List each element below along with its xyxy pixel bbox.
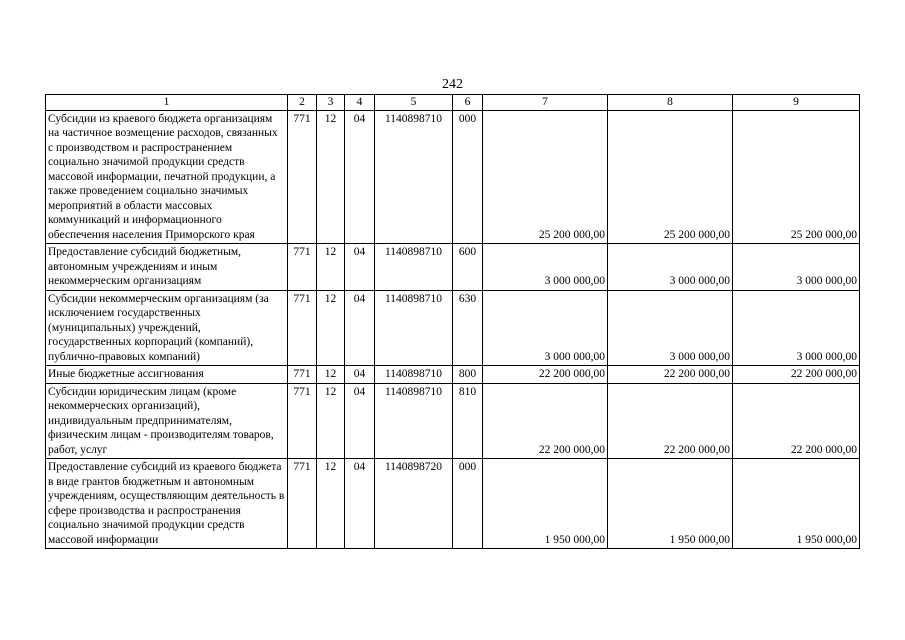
amount-col9: 3 000 000,00: [733, 290, 860, 366]
ministry-code: 771: [288, 366, 317, 384]
amount-col7: 1 950 000,00: [483, 459, 608, 549]
column-header: 6: [453, 95, 483, 111]
column-header: 1: [46, 95, 288, 111]
column-header: 8: [608, 95, 733, 111]
row-name: Иные бюджетные ассигнования: [46, 366, 288, 384]
amount-col8: 22 200 000,00: [608, 366, 733, 384]
subsection-code: 04: [345, 459, 375, 549]
subsection-code: 04: [345, 290, 375, 366]
target-article-code: 1140898710: [375, 110, 453, 244]
column-header: 5: [375, 95, 453, 111]
table-row: [46, 110, 860, 244]
column-header: 2: [288, 95, 317, 111]
subsection-code: 04: [345, 110, 375, 244]
column-header: 9: [733, 95, 860, 111]
table-row: [46, 383, 860, 459]
section-code: 12: [317, 290, 345, 366]
amount-col9: 25 200 000,00: [733, 110, 860, 244]
subsection-code: 04: [345, 244, 375, 291]
amount-col7: 25 200 000,00: [483, 110, 608, 244]
column-header: 3: [317, 95, 345, 111]
ministry-code: 771: [288, 290, 317, 366]
section-code: 12: [317, 244, 345, 291]
amount-col8: 25 200 000,00: [608, 110, 733, 244]
amount-col9: 22 200 000,00: [733, 383, 860, 459]
ministry-code: 771: [288, 383, 317, 459]
target-article-code: 1140898710: [375, 383, 453, 459]
amount-col7: 22 200 000,00: [483, 366, 608, 384]
target-article-code: 1140898720: [375, 459, 453, 549]
expense-type-code: 600: [453, 244, 483, 291]
row-name: Предоставление субсидий из краевого бюджета в виде грантов бюджетным и автономным учреждениям, осуществляющим деятельность в сфере производства и распространения социально значимой продукции средств массовой информации: [46, 459, 288, 549]
row-name: Субсидии некоммерческим организациям (за исключением государственных (муниципальных) учреждений, государственных корпораций (компаний), публично-правовых компаний): [46, 290, 288, 366]
section-code: 12: [317, 459, 345, 549]
amount-col8: 3 000 000,00: [608, 244, 733, 291]
row-name: Предоставление субсидий бюджетным, автономным учреждениям и иным некоммерческим организациям: [46, 244, 288, 291]
expense-type-code: 000: [453, 459, 483, 549]
row-name: Субсидии из краевого бюджета организациям на частичное возмещение расходов, связанных с производством и распространением социально значимой продукции средств массовой информации, печатной продукции, а также проведением социально значимых мероприятий в области массовых коммуникаций и информационного обеспечения населения Приморского края: [46, 110, 288, 244]
table-row: [46, 366, 860, 384]
amount-col7: 3 000 000,00: [483, 244, 608, 291]
column-header: 4: [345, 95, 375, 111]
page-number: 242: [442, 77, 463, 92]
subsection-code: 04: [345, 383, 375, 459]
amount-col9: 22 200 000,00: [733, 366, 860, 384]
expense-type-code: 000: [453, 110, 483, 244]
target-article-code: 1140898710: [375, 366, 453, 384]
amount-col7: 3 000 000,00: [483, 290, 608, 366]
row-name: Субсидии юридическим лицам (кроме некоммерческих организаций), индивидуальным предпринимателям, физическим лицам - производителям товаров, работ, услуг: [46, 383, 288, 459]
amount-col8: 1 950 000,00: [608, 459, 733, 549]
amount-col7: 22 200 000,00: [483, 383, 608, 459]
expense-type-code: 630: [453, 290, 483, 366]
section-code: 12: [317, 110, 345, 244]
subsection-code: 04: [345, 366, 375, 384]
section-code: 12: [317, 366, 345, 384]
amount-col8: 22 200 000,00: [608, 383, 733, 459]
table-row: [46, 290, 860, 366]
section-code: 12: [317, 383, 345, 459]
ministry-code: 771: [288, 244, 317, 291]
target-article-code: 1140898710: [375, 290, 453, 366]
expense-type-code: 810: [453, 383, 483, 459]
column-number-row: [46, 95, 860, 111]
table-row: [46, 244, 860, 291]
ministry-code: 771: [288, 110, 317, 244]
column-header: 7: [483, 95, 608, 111]
target-article-code: 1140898710: [375, 244, 453, 291]
amount-col8: 3 000 000,00: [608, 290, 733, 366]
table-row: [46, 459, 860, 549]
expense-type-code: 800: [453, 366, 483, 384]
ministry-code: 771: [288, 459, 317, 549]
amount-col9: 3 000 000,00: [733, 244, 860, 291]
amount-col9: 1 950 000,00: [733, 459, 860, 549]
budget-table: [45, 94, 860, 549]
